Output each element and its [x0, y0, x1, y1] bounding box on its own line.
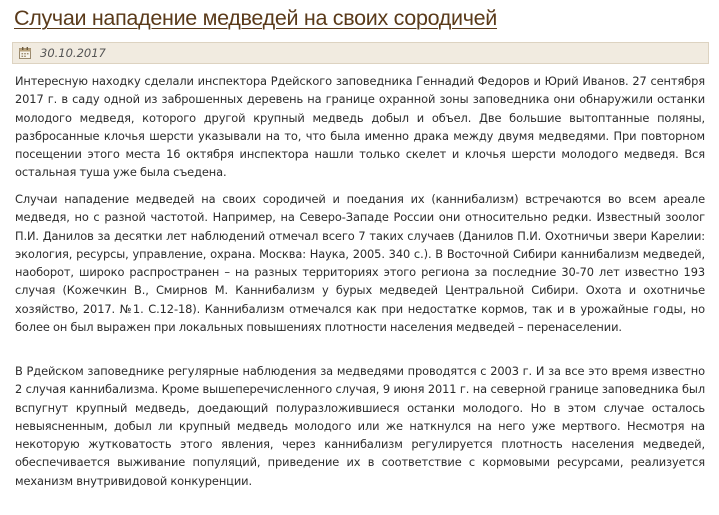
calendar-icon [19, 47, 31, 59]
date-bar [12, 42, 709, 64]
article-paragraph-3: В Рдейском заповеднике регулярные наблюдения за медведями проводятся с 2003 г. И за все это время известно 2 случая каннибализма. Кроме вышеперечисленного случая, 9 июня 2011 г. на северной границе заповедника был вспугнут крупный медведь, доедающий полуразложившиеся останки молодого. Но в этом случае осталось невыясненным, добыл ли крупный медведь молодого или же наткнулся на него уже мертвого. Несмотря на некоторую жутковатость этого явления, через каннибализм регулируется плотность населения медведей, обеспечивается выживание популяций, приведение их в соответствие с кормовыми ресурсами, реализуется механизм внутривидовой конкуренции. [15, 364, 705, 488]
publish-date: 30.10.2017 [40, 46, 106, 60]
article-title[interactable]: Случаи нападение медведей на своих сородичей [14, 6, 498, 30]
article-paragraph-2: Случаи нападение медведей на своих сородичей и поедания их (каннибализм) встречаются во всем ареале медведя, но с разной частотой. Например, на Северо-Западе России они относительно редки. Известный зоолог П.И. Данилов за десятки лет наблюдений отмечал всего 7 таких случаев (Данилов П.И. Охотничьи звери Карелии: экология, ресурсы, управление, охрана. Москва: Наука, 2005. 340 с.). В Восточной Сибири каннибализм медведей, наоборот, широко распространен – на разных территориях этого региона за последние 30-70 лет известно 193 случая (Кожечкин В., Смирнов М. Каннибализм у бурых медведей Центральной Сибири. Охота и охотничье хозяйство, 2017. №1. С.12-18). Каннибализм отмечался как при недостатке кормов, так и в урожайные годы, но более он был выражен при локальных повышениях плотности населения медведей – перенаселении. [15, 192, 705, 335]
article-paragraph-1: Интересную находку сделали инспектора Рдейского заповедника Геннадий Федоров и Юрий Иванов. 27 сентября 2017 г. в саду одной из заброшенных деревень на границе охранной зоны заповедника они обнаружили останки молодого медведя, которого другой крупный медведь добыл и объел. Две большие вытоптанные поляны, разбросанные клочья шерсти указывали на то, что была именно драка между двумя медведями. При повторном посещении этого места 16 октября инспектора нашли только скелет и клочья шерсти молодого медведя. Вся остальная туша уже была съедена. [15, 74, 705, 180]
